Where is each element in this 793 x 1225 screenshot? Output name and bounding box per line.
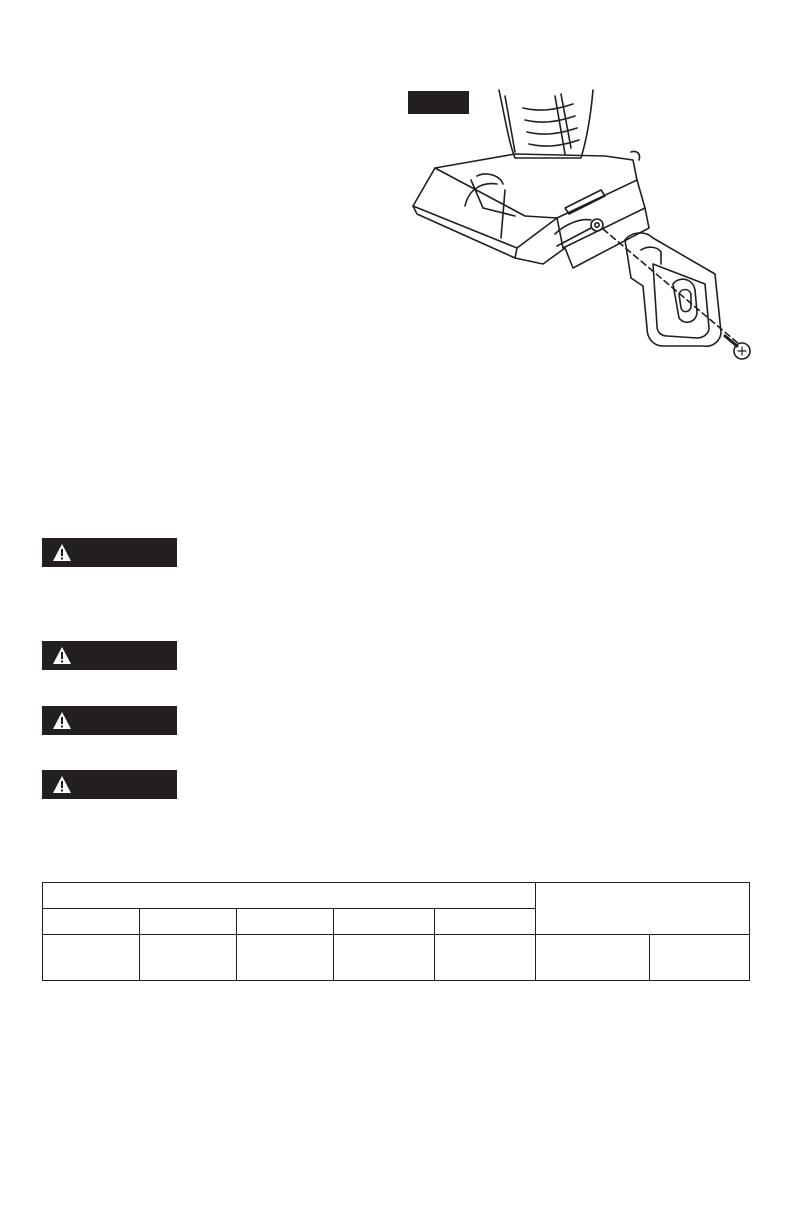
warning-badge [42, 770, 177, 799]
warning-block-1 [42, 538, 177, 567]
warning-triangle-icon [52, 646, 72, 665]
warning-block-2 [42, 641, 177, 670]
warning-triangle-icon [52, 543, 72, 562]
table-sub-header [435, 909, 536, 935]
table-cell [140, 935, 237, 981]
table-sub-header [140, 909, 237, 935]
warning-triangle-icon [52, 711, 72, 730]
table-cell [43, 935, 140, 981]
table-cell [650, 935, 750, 981]
table-sub-header [334, 909, 435, 935]
screw-icon [725, 336, 750, 359]
table-sub-header [237, 909, 334, 935]
alignment-line [603, 229, 739, 344]
warning-block-3 [42, 706, 177, 735]
screw-hole-icon [591, 219, 603, 231]
warning-triangle-icon [52, 775, 72, 794]
table-group-header-right [536, 883, 750, 935]
specification-table [42, 882, 750, 981]
warning-badge [42, 538, 177, 567]
tool-handle-icon [499, 90, 593, 158]
warning-block-4 [42, 770, 177, 799]
warning-badge [42, 641, 177, 670]
table-cell [237, 935, 334, 981]
tool-base-icon [413, 151, 649, 268]
table-group-header-left [43, 883, 536, 909]
table-sub-header [43, 909, 140, 935]
belt-clip-installation-illustration [405, 88, 765, 378]
belt-clip-icon [625, 233, 721, 346]
warning-badge [42, 706, 177, 735]
table-cell [536, 935, 650, 981]
table-cell [435, 935, 536, 981]
table-cell [334, 935, 435, 981]
